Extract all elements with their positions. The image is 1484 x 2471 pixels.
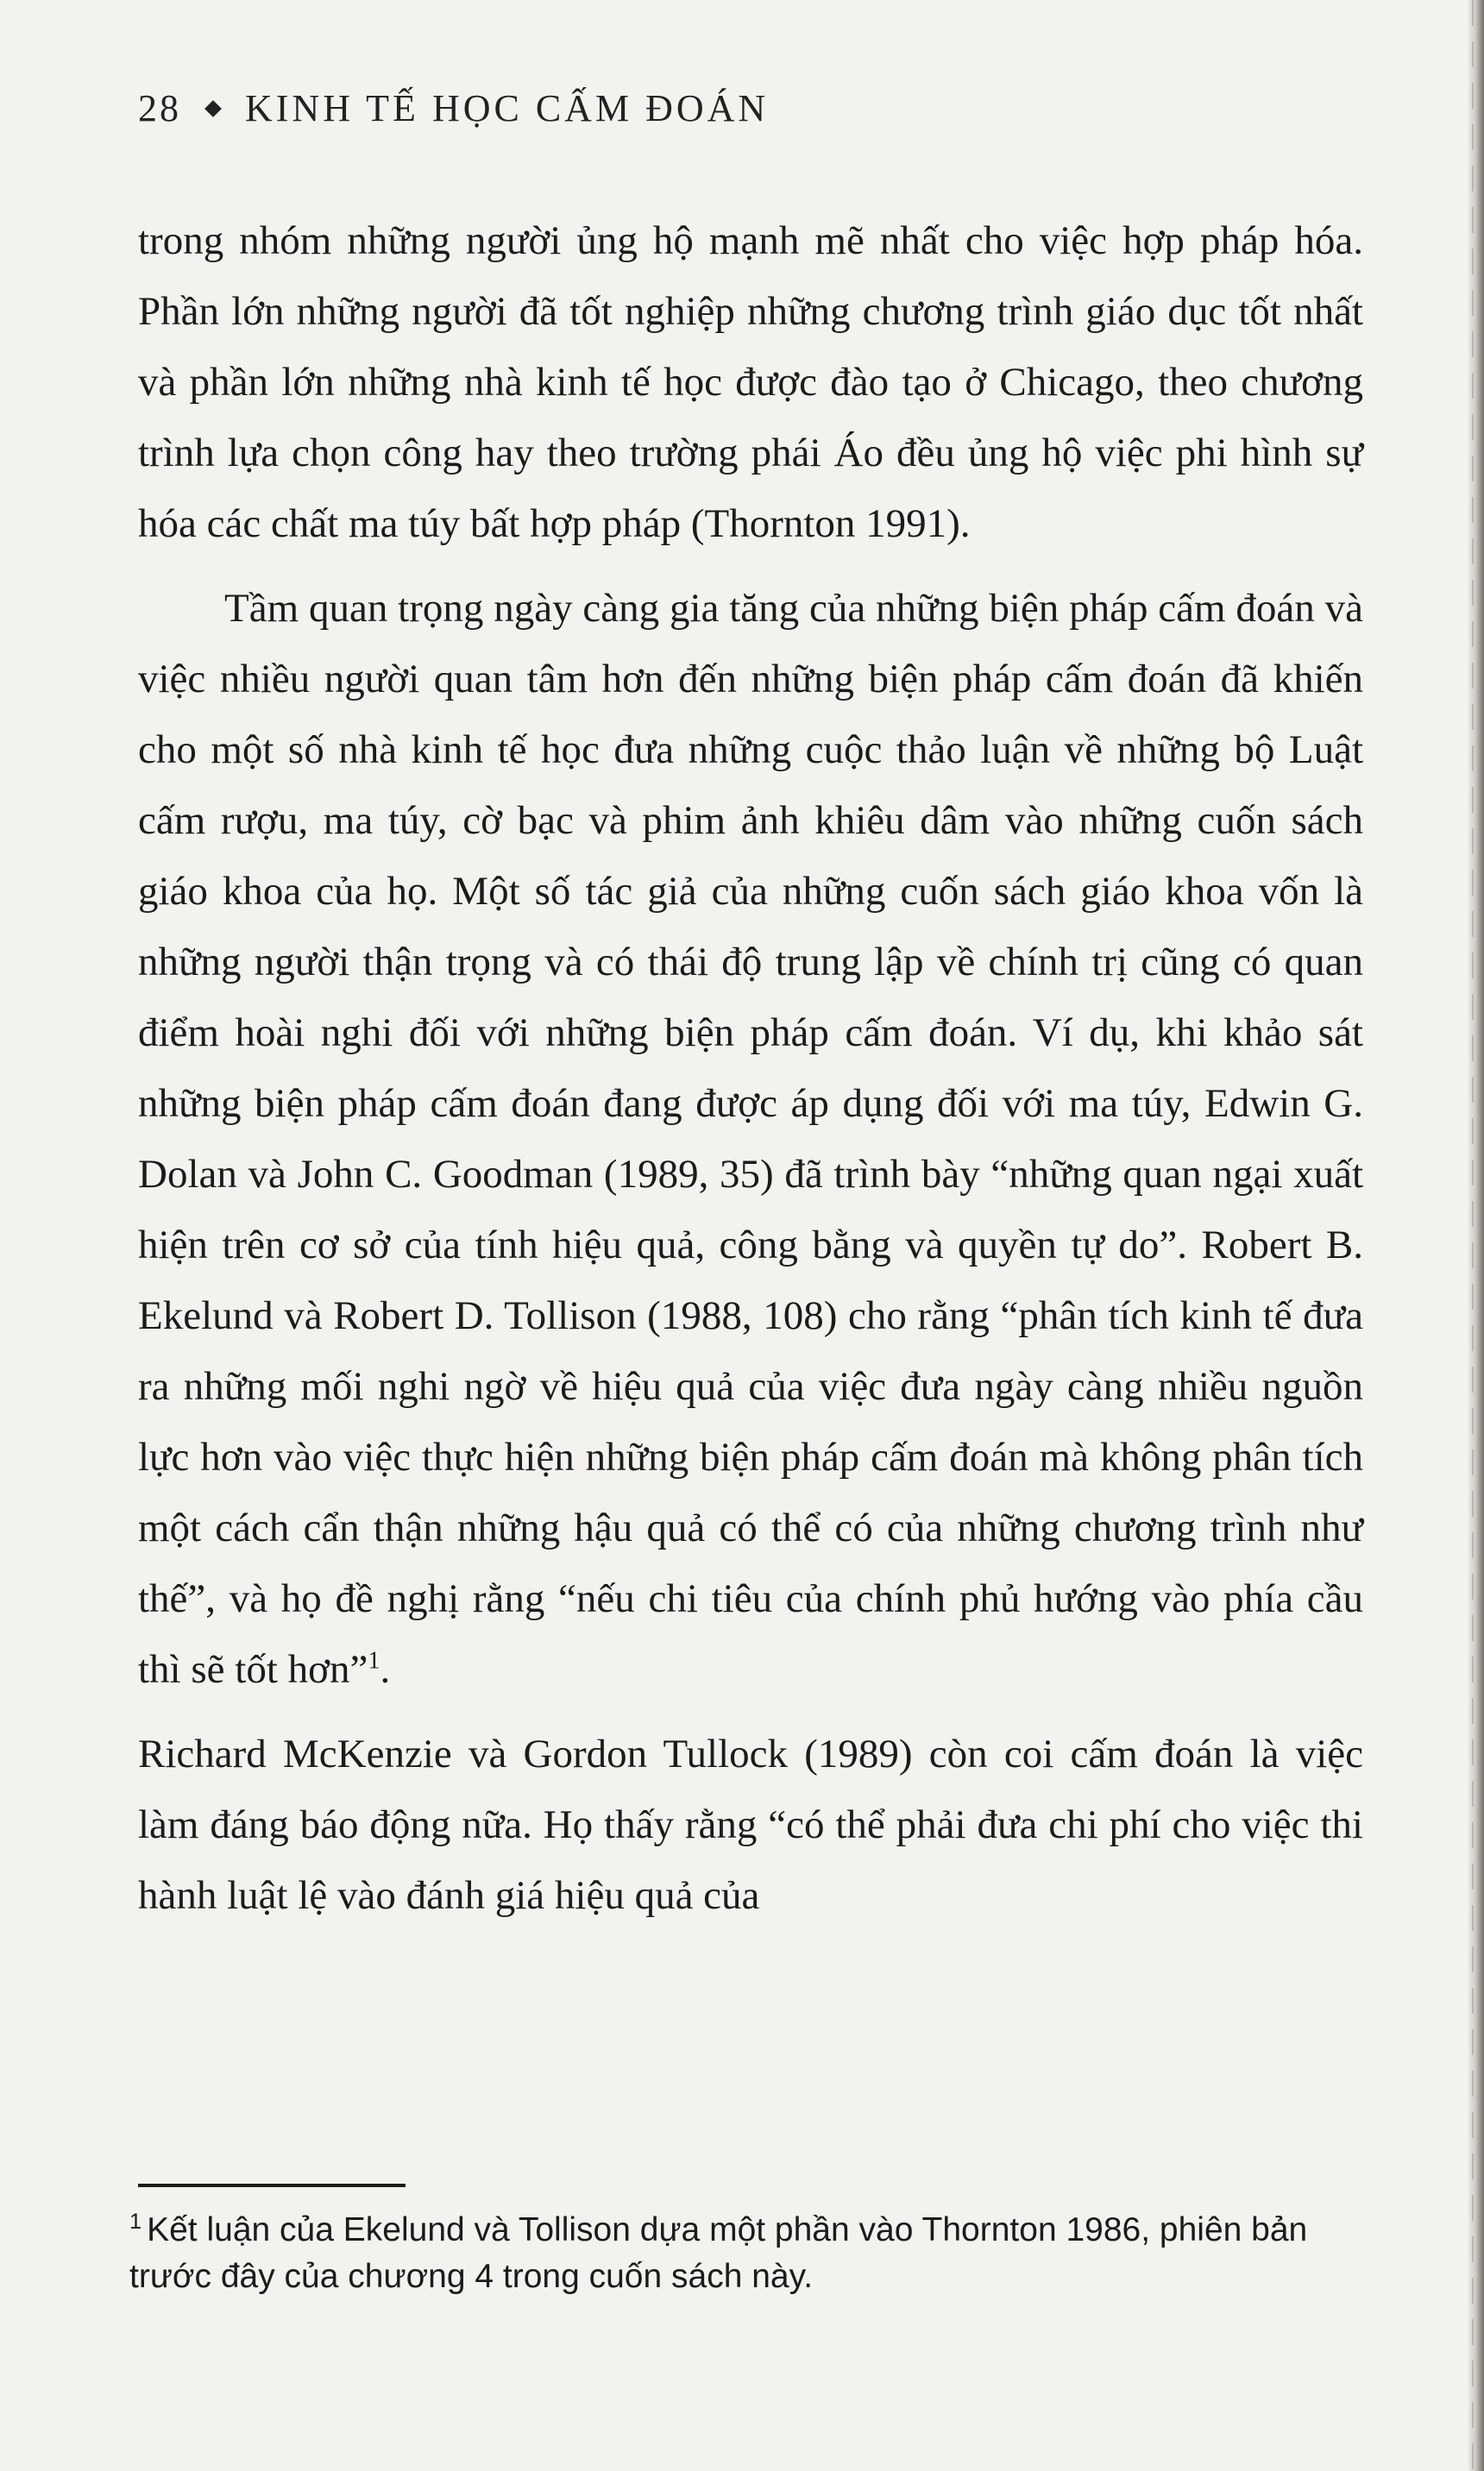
footnote-text: Kết luận của Ekelund và Tollison dựa một phần vào Thornton 1986, phiên bản trước đây của chương 4 trong cuốn sách này. [129,2211,1308,2295]
paragraph-2 [138,573,1363,1705]
body-text [138,205,1363,1931]
diamond-ornament-icon [204,100,222,117]
footnote-divider [138,2184,406,2187]
footnote-reference: 1 [368,1647,380,1675]
page-edge-shadow [1468,0,1484,2471]
running-head [138,86,769,130]
paragraph-1-text: trong nhóm những người ủng hộ mạnh mẽ nhất cho việc hợp pháp hóa. Phần lớn những người đã tốt nghiệp những chương trình giáo dục tốt nhất và phần lớn những nhà kinh tế học được đào tạo ở Chicago, theo chương trình lựa chọn công hay theo trường phái Áo đều ủng hộ việc phi hình sự hóa các chất ma túy bất hợp pháp (Thornton 1991). [138,218,1363,546]
paragraph-2-text: Tầm quan trọng ngày càng gia tăng của những biện pháp cấm đoán và việc nhiều người quan tâm hơn đến những biện pháp cấm đoán đã khiến cho một số nhà kinh tế học đưa những cuộc thảo luận về những bộ Luật cấm rượu, ma túy, cờ bạc và phim ảnh khiêu dâm vào những cuốn sách giáo khoa của họ. Một số tác giả của những cuốn sách giáo khoa vốn là những người thận trọng và có thái độ trung lập về chính trị cũng có quan điểm hoài nghi đối với những biện pháp cấm đoán. Ví dụ, khi khảo sát những biện pháp cấm đoán đang được áp dụng đối với ma túy, Edwin G. Dolan và John C. Goodman (1989, 35) đã trình bày “những quan ngại xuất hiện trên cơ sở của tính hiệu quả, công bằng và quyền tự do”. Robert B. Ekelund và Robert D. Tollison (1988, 108) cho rằng “phân tích kinh tế đưa ra những mối nghi ngờ về hiệu quả của việc đưa ngày càng nhiều nguồn lực hơn vào việc thực hiện những biện pháp cấm đoán mà không phân tích một cách cẩn thận những hậu quả có thể có của những chương trình như thế”, và họ đề nghị rằng “nếu chi tiêu của chính phủ hướng vào phía cầu thì sẽ tốt hơn” [138,586,1363,1692]
paragraph-2-end: . [380,1647,391,1692]
page-number: 28 [138,87,181,129]
footnote [129,2207,1363,2300]
paragraph-1 [138,205,1363,559]
paragraph-3-text: Richard McKenzie và Gordon Tullock (1989) còn coi cấm đoán là việc làm đáng báo động nữa. Họ thấy rằng “có thể phải đưa chi phí cho việc thi hành luật lệ vào đánh giá hiệu quả của [138,1732,1363,1918]
footnote-number: 1 [129,2210,142,2234]
paragraph-3 [138,1719,1363,1931]
book-title: KINH TẾ HỌC CẤM ĐOÁN [245,87,770,129]
